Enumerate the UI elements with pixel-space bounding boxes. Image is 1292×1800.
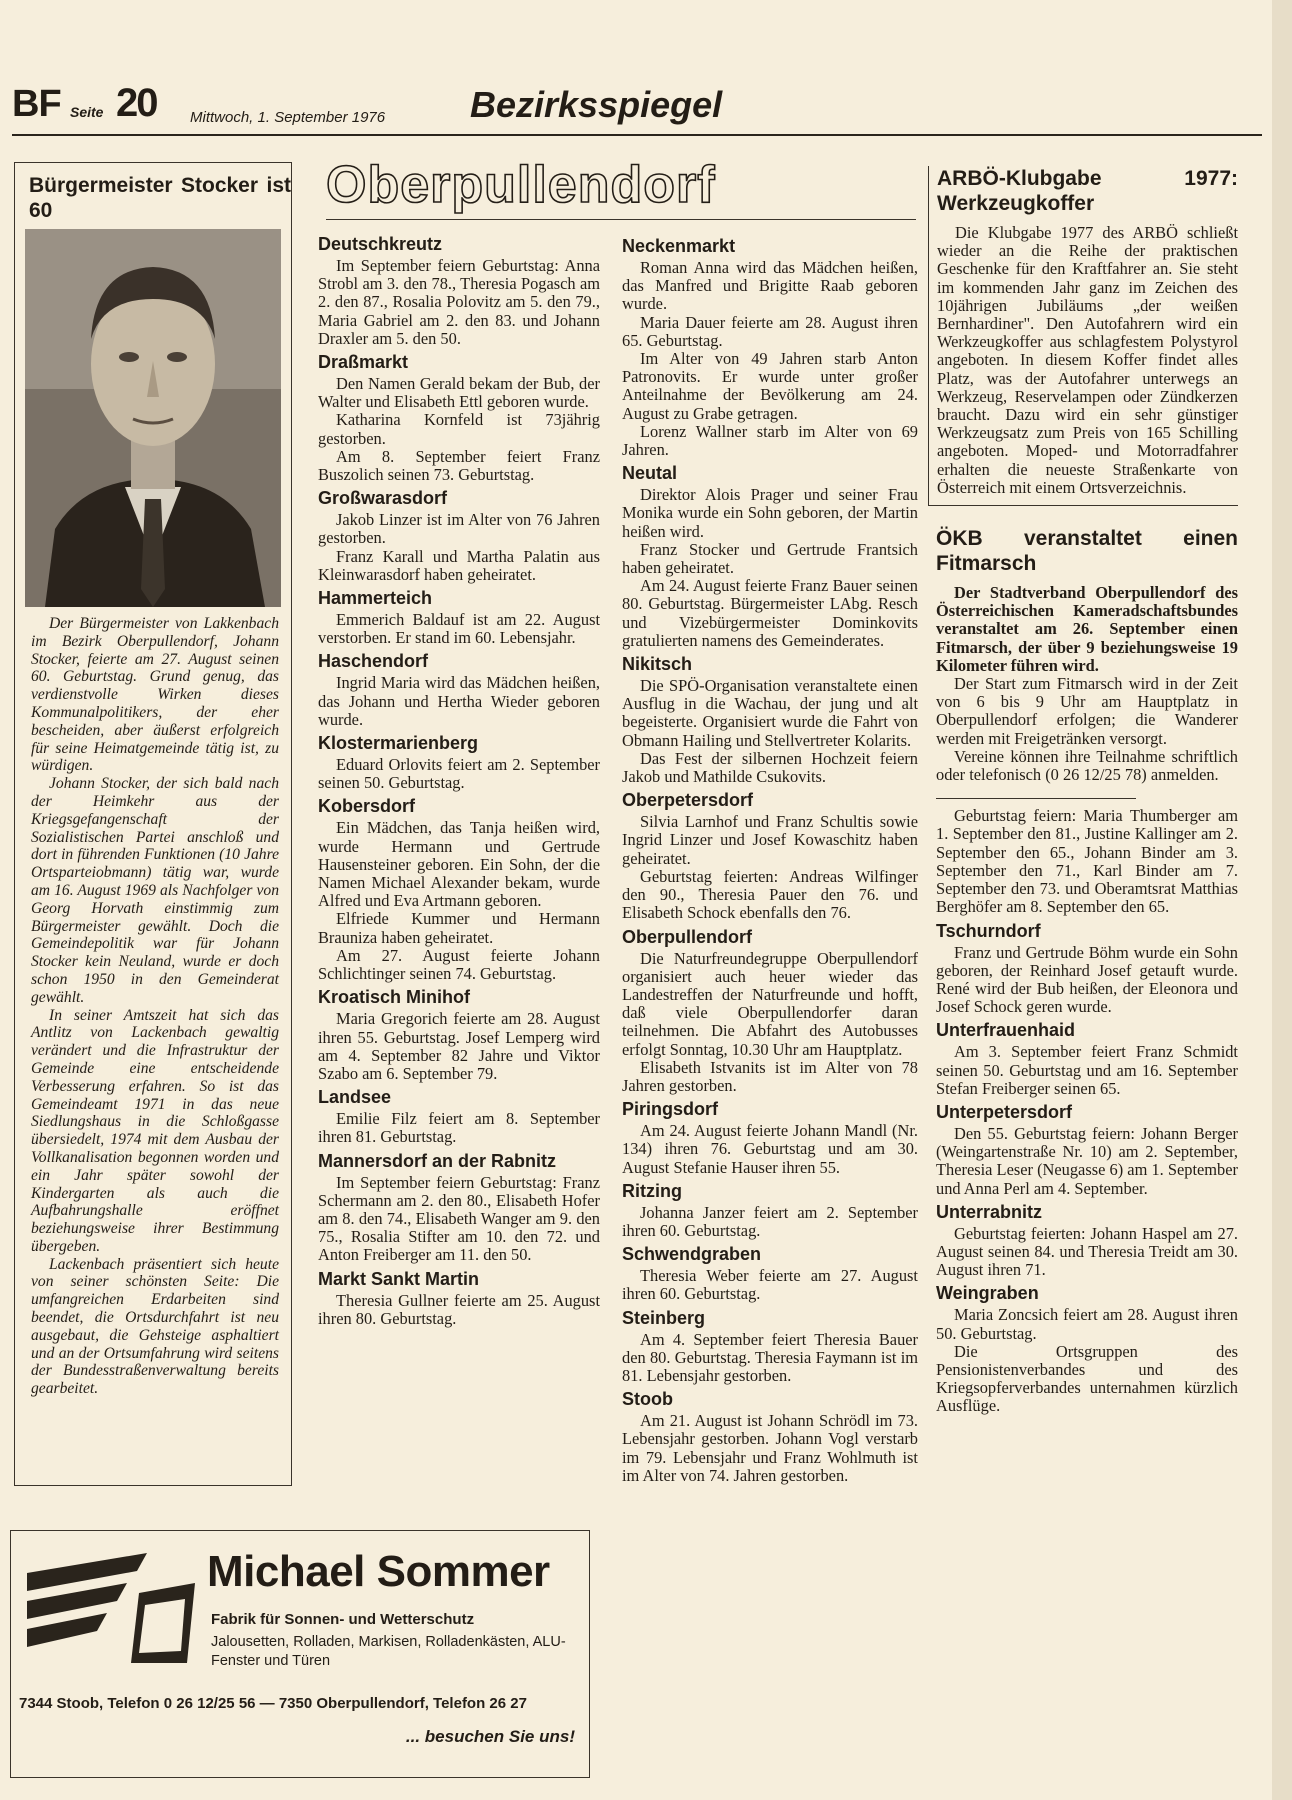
paragraph: Geburtstag feiern: Maria Thumberger am 1. September den 81., Justine Kallinger am 2. September den 65., Johann Binder am 3. September den 71., Karl Binder am 7. September den 73. und Oberamtsrat Matthias Berghöfer am 8. September den 65. (936, 806, 1238, 917)
place-heading: Mannersdorf an der Rabnitz (318, 1150, 557, 1171)
mayor-article-body (31, 615, 279, 1398)
paragraph: Die Ortsgruppen des Pensionistenverbandes und des Kriegsopferverbandes unternahmen kürzlich Ausflüge. (936, 1341, 1238, 1416)
place-heading: Draßmarkt (318, 352, 409, 373)
seite-label: Seite (70, 104, 104, 120)
paragraph: Franz Karall und Martha Palatin aus Kleinwarasdorf haben geheiratet. (318, 546, 600, 584)
paragraph: Johanna Janzer feiert am 2. September ihren 60. Geburtstag. (622, 1202, 918, 1240)
paragraph: Am 24. August feierte Franz Bauer seinen 80. Geburtstag. Bürgermeister LAbg. Resch und Vizebürgermeister Dominkovits gratulierten namens des Gemeinderates. (622, 576, 918, 650)
place-heading: Unterpetersdorf (936, 1101, 1073, 1122)
paragraph: Katharina Kornfeld ist 73jährig gestorben. (318, 410, 600, 448)
paragraph: Geburtstag feierten: Johann Haspel am 27. August seinen 84. und Theresia Treidt am 30. August ihren 71. (936, 1223, 1238, 1280)
paragraph: Am 21. August ist Johann Schrödl im 73. Lebensjahr gestorben. Johann Vogl verstarb im 79. Lebensjahr und Franz Wohlmuth ist im Alter von 74. Jahren gestorben. (622, 1411, 918, 1485)
paragraph: Die Naturfreundegruppe Oberpullendorf organisiert auch heuer wieder das Landestreffen der Naturfreunde und hofft, daß viele Oberpullendorfer daran teilnehmen. Die Abfahrt des Autobusses erfolgt Sonntag, 10.30 Uhr am Hauptplatz. (622, 948, 918, 1059)
place-heading: Schwendgraben (622, 1244, 762, 1265)
paragraph: Maria Dauer feierte am 28. August ihren 65. Geburtstag. (622, 312, 918, 350)
paragraph: Am 27. August feierte Johann Schlichtinger seinen 74. Geburtstag. (318, 945, 600, 984)
paragraph: Im Alter von 49 Jahren starb Anton Patronovits. Er wurde unter großer Anteilnahme der Bevölkerung am 24. August zu Grabe getragen. (622, 349, 918, 423)
paragraph: Im September feiern Geburtstag: Franz Schermann am 2. den 80., Elisabeth Hofer am 8. den 74., Elisabeth Wanger am 9. den 75., Rosalia Stifter am 10. den 72. und Anton Freiberger am 11. den 50. (318, 1172, 600, 1265)
place-heading: Steinberg (622, 1307, 706, 1328)
place-heading: Ritzing (622, 1180, 682, 1201)
paragraph: Geburtstag feierten: Andreas Wilfinger den 90., Theresia Pauer den 76. und Elisabeth Schock ebenfalls den 76. (622, 866, 918, 923)
paragraph: Direktor Alois Prager und seiner Frau Monika wurde ein Sohn geboren, der Martin heißen wird. (622, 485, 918, 541)
paragraph: Am 4. September feiert Theresia Bauer den 80. Geburtstag. Theresia Faymann ist im 81. Lebensjahr gestorben. (622, 1329, 918, 1385)
paragraph: Jakob Linzer ist im Alter von 76 Jahren gestorben. (318, 510, 600, 548)
place-heading: Oberpullendorf (622, 926, 752, 947)
place-heading: Haschendorf (318, 651, 429, 672)
paragraph: Silvia Larnhof und Franz Schultis sowie Ingrid Linzer und Josef Kowaschitz haben geheiratet. (622, 812, 918, 868)
paragraph: Vereine können ihre Teilnahme schriftlich oder telefonisch (0 26 12/25 78) anmelden. (936, 746, 1238, 785)
place-heading: Markt Sankt Martin (318, 1268, 480, 1289)
paragraph: Theresia Weber feierte am 27. August ihren 60. Geburtstag. (622, 1266, 918, 1304)
arbo-headline: ARBÖ-Klubgabe 1977: Werkzeugkoffer (937, 167, 1238, 215)
place-heading: Stoob (622, 1389, 673, 1410)
right-column (936, 162, 1238, 1416)
paragraph: Am 24. August feierte Johann Mandl (Nr. 134) ihren 76. Geburtstag und am 30. August Stefanie Hauser ihren 55. (622, 1121, 918, 1177)
company-subtitle: Fabrik für Sonnen- und Wetterschutz (211, 1611, 475, 1628)
local-news-column-3 (936, 807, 1238, 1415)
page-edge (1272, 0, 1292, 1800)
paragraph: Am 8. September feiert Franz Buszolich seinen 73. Geburtstag. (318, 446, 600, 485)
issue-date: Mittwoch, 1. September 1976 (190, 109, 386, 126)
place-heading: Unterrabnitz (936, 1201, 1043, 1222)
okb-headline: ÖKB veranstaltet einen Fitmarsch (936, 527, 1238, 576)
rubric-title: Bezirksspiegel (470, 84, 723, 125)
paragraph: Ingrid Maria wird das Mädchen heißen, das Johann und Hertha Wieder geboren wurde. (318, 673, 600, 729)
ad-slogan: ... besuchen Sie uns! (405, 1727, 575, 1746)
paragraph: Franz Stocker und Gertrude Frantsich haben geheiratet. (622, 539, 918, 578)
paragraph: Emmerich Baldauf ist am 22. August verstorben. Er stand im 60. Lebensjahr. (318, 610, 600, 648)
place-heading: Nikitsch (622, 654, 693, 675)
company-logo (27, 1553, 195, 1663)
company-addresses: 7344 Stoob, Telefon 0 26 12/25 56 — 7350 Oberpullendorf, Telefon 26 27 (19, 1695, 527, 1712)
okb-article (936, 526, 1238, 784)
advertisement (10, 1530, 590, 1778)
okb-lead: Der Stadtverband Oberpullendorf des Österreichischen Kameradschaftsbundes veranstaltet am 26. September einen Fitmarsch, der über 9 beziehungsweise 19 Kilometer führen wird. (936, 583, 1238, 675)
place-heading: Neckenmarkt (622, 236, 736, 256)
place-heading: Kobersdorf (318, 796, 416, 817)
place-heading: Landsee (318, 1087, 392, 1108)
paragraph: Am 3. September feiert Franz Schmidt seinen 50. Geburtstag und am 16. September Stefan Freiberger seinen 65. (936, 1042, 1238, 1098)
page-number: 20 (116, 81, 157, 125)
paragraph: Das Fest der silbernen Hochzeit feiern Jakob und Mathilde Csukovits. (622, 748, 918, 787)
mayor-article (14, 162, 292, 1486)
local-news-column-2 (622, 232, 918, 1485)
company-name: Michael Sommer (207, 1547, 550, 1596)
paragraph: Den Namen Gerald bekam der Bub, der Walter und Elisabeth Ettl geboren wurde. (318, 374, 600, 412)
paragraph: Emilie Filz feiert am 8. September ihren 81. Geburtstag. (318, 1109, 600, 1147)
paragraph: Im September feiern Geburtstag: Anna Strobl am 3. den 78., Theresia Pogasch am 2. den 87., Rosalia Polovitz am 5. den 79., Maria Gabriel am 2. den 83. und Johann Draxler am 5. den 50. (318, 256, 600, 348)
place-heading: Weingraben (936, 1283, 1039, 1304)
place-heading: Großwarasdorf (318, 488, 448, 509)
local-news-column-1 (318, 230, 600, 1328)
place-heading: Deutschkreutz (318, 234, 443, 254)
section-title-text: Oberpullendorf (326, 156, 716, 214)
paragraph: Roman Anna wird das Mädchen heißen, das Manfred und Brigitte Raab geboren wurde. (622, 258, 918, 314)
masthead (12, 78, 1262, 136)
paragraph: Die SPÖ-Organisation veranstaltete einen Ausflug in die Wachau, der jung und alt begeisterte. Organisiert wurde die Fahrt von Obmann Hailing und Stellvertreter Kolarits. (622, 676, 918, 750)
place-heading: Tschurndorf (936, 920, 1041, 941)
paragraph: Johann Stocker, der sich bald nach der Heimkehr aus der Kriegsgefangenschaft der Sozialistischen Partei anschloß und dort in führenden Funktionen (10 Jahre Ortsparteiobmann) tätig war, wurde am 16. August 1969 als Nachfolger von Georg Horvath einstimmig zum Bürgermeister gewählt. Doch die Gemeindepolitik war für Johann Stocker kein Neuland, wurde er doch schon 1950 in den Gemeinderat gewählt. (31, 775, 279, 1006)
mayor-portrait (25, 229, 281, 607)
paragraph: Den 55. Geburtstag feiern: Johann Berger (Weingartenstraße Nr. 10) am 2. September, Theresia Leser (Neugasse 6) am 1. September und Anna Perl am 4. September. (936, 1123, 1238, 1198)
paragraph: Theresia Gullner feierte am 25. August ihren 80. Geburtstag. (318, 1290, 600, 1328)
paragraph: Maria Zoncsich feiert am 28. August ihren 50. Geburtstag. (936, 1305, 1238, 1343)
place-heading: Kroatisch Minihof (318, 987, 470, 1008)
paragraph: Der Bürgermeister von Lakkenbach im Bezirk Oberpullendorf, Johann Stocker, feierte am 27. August seinen 60. Geburtstag. Grund genug, das verdienstvolle Wirken dieses Kommunalpolitikers, der eher bescheiden, aber äußerst erfolgreich für seine Heimatgemeinde tätig ist, zu würdigen. (31, 615, 279, 775)
place-heading: Klostermarienberg (318, 733, 479, 754)
paper-abbrev: BF (12, 83, 61, 125)
paragraph: In seiner Amtszeit hat sich das Antlitz von Lackenbach gewaltig verändert und die Infrastruktur der Gemeinde eine entscheidende Verbesserung erfahren. So ist das Gemeindeamt 1971 in das neue Siedlungshaus in die Schloßgasse übersiedelt, 1974 mit dem Ausbau der Vollkanalisation begonnen worden und ein Jahr später sowohl der Kindergarten als auch die Aufbahrungshalle eröffnet beziehungsweise ihrer Bestimmung übergeben. (31, 1006, 279, 1255)
section-title (326, 155, 916, 220)
arbo-body: Die Klubgabe 1977 des ARBÖ schließt wieder an die Reihe der praktischen Geschenke für den Kraftfahrer an. Sie steht im kommenden Jahr ganz im Zeichen des 10jährigen Jubiläums „der weißen Bernhardiner". Den Autofahrern wird ein Werkzeugkoffer aus schlagfestem Polystyrol angeboten. In diesem Koffer findet alles Platz, was der Autofahrer unterwegs an Werkzeug, Reservelampen oder Zündkerzen braucht. Dazu wird ein sehr günstiger Werkzeugsatz zum Preis von 165 Schilling angeboten. Moped- und Motorradfahrer erhalten die neueste Straßenkarte von Österreich mit einem Ortsverzeichnis. (937, 223, 1238, 497)
paragraph: Ein Mädchen, das Tanja heißen wird, wurde Hermann und Gertrude Hausensteiner geboren. Ein Sohn, der die Namen Michael Alexander bekam, wurde Alfred und Eva Artmann geboren. (318, 818, 600, 911)
place-heading: Oberpetersdorf (622, 790, 754, 811)
place-heading: Neutal (622, 463, 678, 484)
paragraph: Elfriede Kummer und Hermann Brauniza haben geheiratet. (318, 909, 600, 947)
divider (936, 798, 1136, 799)
paragraph: Franz und Gertrude Böhm wurde ein Sohn geboren, der Reinhard Josef getauft wurde. René wird der Bub heißen, der Eleonora und Josef Schock geren wurde. (936, 942, 1238, 1017)
paragraph: Eduard Orlovits feiert am 2. September seinen 50. Geburtstag. (318, 755, 600, 793)
place-heading: Hammerteich (318, 588, 433, 609)
paragraph: Maria Gregorich feierte am 28. August ihren 55. Geburtstag. Josef Lemperg wird am 4. September 82 Jahre und Viktor Szabo am 6. September 79. (318, 1009, 600, 1083)
company-products: Jalousetten, Rolladen, Markisen, Rolladenkästen, ALU-Fenster und Türen (211, 1634, 566, 1669)
paragraph: Elisabeth Istvanits ist im Alter von 78 Jahren gestorben. (622, 1057, 918, 1095)
place-heading: Unterfrauenhaid (936, 1020, 1076, 1041)
paragraph: Lackenbach präsentiert sich heute von seiner schönsten Seite: Die umfangreichen Erdarbeiten sind beendet, die Ortsdurchfahrt ist neu ausgebaut, die Gehsteige asphaltiert und an der Ortsumfahrung wird seitens der Bundesstraßenverwaltung bereits gearbeitet. (31, 1255, 279, 1398)
paragraph: Der Start zum Fitmarsch wird in der Zeit von 6 bis 9 Uhr am Hauptplatz in Oberpullendorf erfolgen; die Wanderer werden mit Freigetränken versorgt. (936, 674, 1238, 748)
place-heading: Piringsdorf (622, 1099, 719, 1120)
mayor-headline: Bürgermeister Stocker ist 60 (29, 174, 291, 222)
paragraph: Lorenz Wallner starb im Alter von 69 Jahren. (622, 421, 918, 460)
arbo-article (928, 166, 1238, 506)
